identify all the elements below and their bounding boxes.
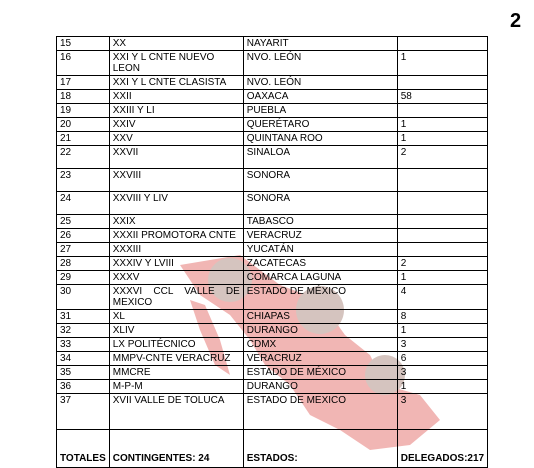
state-cell: YUCATÁN <box>243 243 397 257</box>
table-row <box>57 132 488 146</box>
table-row <box>57 380 488 394</box>
section-cell: LX POLITÉCNICO <box>109 338 243 352</box>
state-cell: QUINTANA ROO <box>243 132 397 146</box>
row-number-cell: 34 <box>57 352 110 366</box>
state-cell: ESTADO DE MÉXICO <box>243 285 397 310</box>
section-cell: XXI Y L CNTE NUEVO LEON <box>109 51 243 76</box>
table-row <box>57 192 488 215</box>
state-cell: PUEBLA <box>243 104 397 118</box>
section-cell: XVII VALLE DE TOLUCA <box>109 394 243 430</box>
table-row <box>57 51 488 76</box>
state-cell: OAXACA <box>243 90 397 104</box>
state-cell: ESTADO DE MEXICO <box>243 394 397 430</box>
delegates-cell <box>397 76 487 90</box>
row-number-cell: 19 <box>57 104 110 118</box>
state-cell: VERACRUZ <box>243 229 397 243</box>
section-cell: MMCRE <box>109 366 243 380</box>
section-cell: XXIX <box>109 215 243 229</box>
row-number-cell: 27 <box>57 243 110 257</box>
delegates-cell: 1 <box>397 380 487 394</box>
state-cell: DURANGO <box>243 324 397 338</box>
section-cell: XXXVI CCL VALLE DE MEXICO <box>109 285 243 310</box>
table-row <box>57 104 488 118</box>
row-number-cell: 17 <box>57 76 110 90</box>
row-number-cell: 32 <box>57 324 110 338</box>
table-row <box>57 257 488 271</box>
delegates-cell: 2 <box>397 257 487 271</box>
state-cell: DURANGO <box>243 380 397 394</box>
section-cell: XXIV <box>109 118 243 132</box>
section-cell: XXXV <box>109 271 243 285</box>
state-cell: NVO. LEÓN <box>243 76 397 90</box>
delegates-cell: 58 <box>397 90 487 104</box>
delegates-cell: 1 <box>397 132 487 146</box>
section-cell: XXI Y L CNTE CLASISTA <box>109 76 243 90</box>
table-row <box>57 366 488 380</box>
table-row <box>57 285 488 310</box>
delegates-cell: 3 <box>397 366 487 380</box>
state-cell: QUERÉTARO <box>243 118 397 132</box>
row-number-cell: 31 <box>57 310 110 324</box>
delegates-cell <box>397 243 487 257</box>
state-cell: CHIAPAS <box>243 310 397 324</box>
table-row <box>57 118 488 132</box>
section-cell: M-P-M <box>109 380 243 394</box>
row-number-cell: 33 <box>57 338 110 352</box>
row-number-cell: 16 <box>57 51 110 76</box>
state-cell: ESTADO DE MÉXICO <box>243 366 397 380</box>
delegates-cell <box>397 169 487 192</box>
row-number-cell: 20 <box>57 118 110 132</box>
delegates-cell: 3 <box>397 338 487 352</box>
page-number: 2 <box>510 10 522 32</box>
row-number-cell: 23 <box>57 169 110 192</box>
state-cell: TABASCO <box>243 215 397 229</box>
delegates-cell <box>397 104 487 118</box>
delegates-cell <box>397 37 487 51</box>
delegates-cell <box>397 229 487 243</box>
table-row <box>57 76 488 90</box>
totals-delegates: DELEGADOS:217 <box>397 430 487 468</box>
delegates-cell: 1 <box>397 51 487 76</box>
row-number-cell: 15 <box>57 37 110 51</box>
table-row <box>57 352 488 366</box>
state-cell: SINALOA <box>243 146 397 169</box>
row-number-cell: 36 <box>57 380 110 394</box>
delegates-cell: 8 <box>397 310 487 324</box>
table-row <box>57 215 488 229</box>
delegates-cell: 4 <box>397 285 487 310</box>
table-row <box>57 271 488 285</box>
table-row <box>57 169 488 192</box>
section-cell: XXXIV Y LVIII <box>109 257 243 271</box>
state-cell: SONORA <box>243 192 397 215</box>
table-row <box>57 310 488 324</box>
totals-contingents: CONTINGENTES: 24 <box>109 430 243 468</box>
table-row <box>57 394 488 430</box>
section-cell: MMPV-CNTE VERACRUZ <box>109 352 243 366</box>
section-cell: XXXII PROMOTORA CNTE <box>109 229 243 243</box>
row-number-cell: 29 <box>57 271 110 285</box>
table-row <box>57 90 488 104</box>
row-number-cell: 24 <box>57 192 110 215</box>
state-cell: COMARCA LAGUNA <box>243 271 397 285</box>
state-cell: NAYARIT <box>243 37 397 51</box>
delegates-cell: 1 <box>397 271 487 285</box>
row-number-cell: 21 <box>57 132 110 146</box>
section-cell: XX <box>109 37 243 51</box>
table-row <box>57 37 488 51</box>
state-cell: SONORA <box>243 169 397 192</box>
row-number-cell: 25 <box>57 215 110 229</box>
delegates-cell <box>397 192 487 215</box>
totals-label: TOTALES <box>57 430 110 468</box>
delegates-cell: 1 <box>397 324 487 338</box>
delegates-cell: 6 <box>397 352 487 366</box>
state-cell: VERACRUZ <box>243 352 397 366</box>
section-cell: XXII <box>109 90 243 104</box>
delegates-cell: 2 <box>397 146 487 169</box>
row-number-cell: 30 <box>57 285 110 310</box>
table-row <box>57 338 488 352</box>
section-cell: XL <box>109 310 243 324</box>
section-cell: XXVIII Y LIV <box>109 192 243 215</box>
totals-states: ESTADOS: <box>243 430 397 468</box>
table-row <box>57 324 488 338</box>
section-cell: XLIV <box>109 324 243 338</box>
row-number-cell: 35 <box>57 366 110 380</box>
section-cell: XXXIII <box>109 243 243 257</box>
delegates-cell <box>397 215 487 229</box>
row-number-cell: 22 <box>57 146 110 169</box>
section-cell: XXIII Y LI <box>109 104 243 118</box>
delegates-cell: 3 <box>397 394 487 430</box>
section-cell: XXV <box>109 132 243 146</box>
table-row <box>57 229 488 243</box>
section-cell: XXVII <box>109 146 243 169</box>
table-row <box>57 243 488 257</box>
row-number-cell: 28 <box>57 257 110 271</box>
table-row <box>57 146 488 169</box>
delegates-cell: 1 <box>397 118 487 132</box>
section-cell: XXVIII <box>109 169 243 192</box>
state-cell: NVO. LEÓN <box>243 51 397 76</box>
delegates-table <box>56 36 488 468</box>
row-number-cell: 18 <box>57 90 110 104</box>
state-cell: ZACATECAS <box>243 257 397 271</box>
state-cell: CDMX <box>243 338 397 352</box>
row-number-cell: 26 <box>57 229 110 243</box>
row-number-cell: 37 <box>57 394 110 430</box>
